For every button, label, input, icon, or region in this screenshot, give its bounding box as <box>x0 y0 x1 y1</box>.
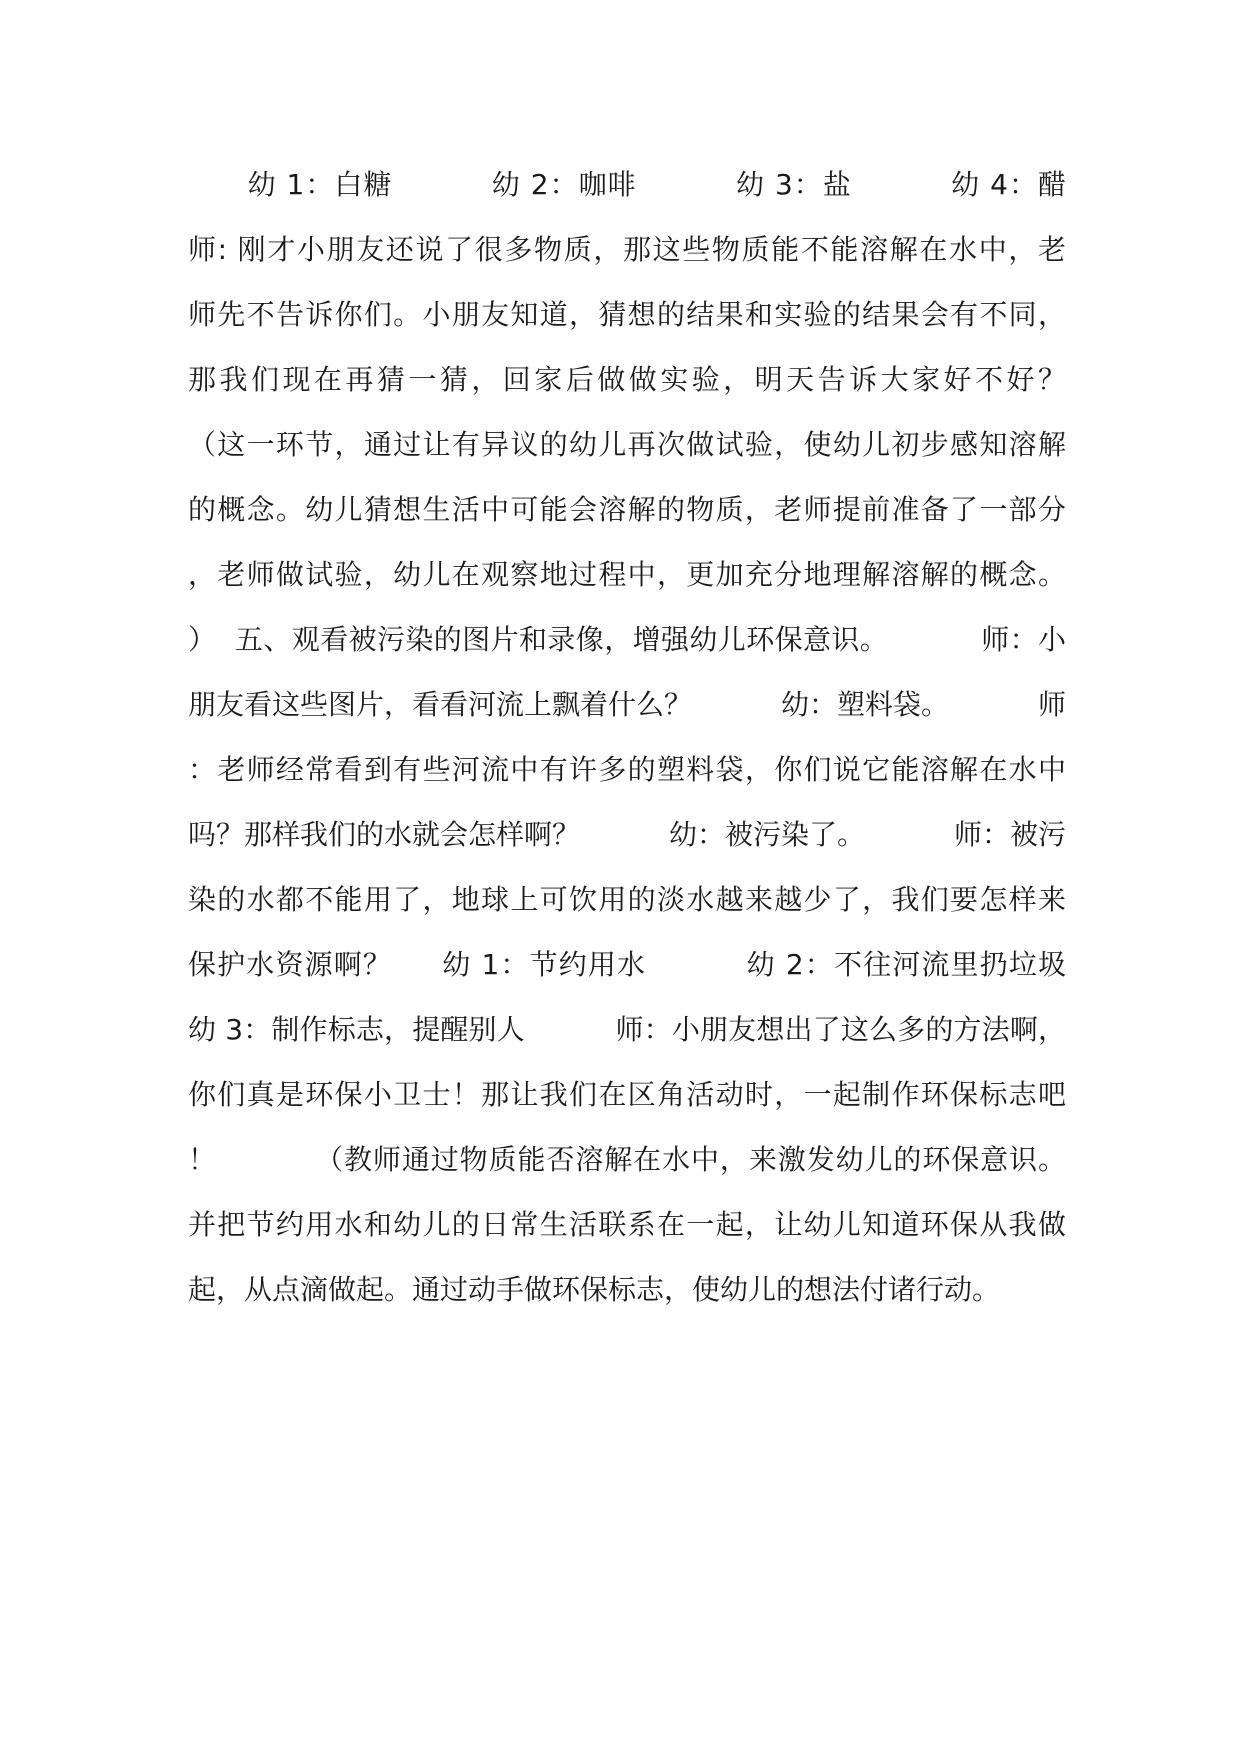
text-line: ！ （教师通过物质能否溶解在水中，来激发幼儿的环保意识。 <box>188 1143 1066 1176</box>
text-line: 朋友看这些图片，看看河流上飘着什么？ 幼：塑料袋。 师 <box>188 688 1066 721</box>
text-line: 染的水都不能用了，地球上可饮用的淡水越来越少了，我们要怎样来 <box>188 883 1066 916</box>
text-line: ：老师经常看到有些河流中有许多的塑料袋，你们说它能溶解在水中 <box>188 753 1066 786</box>
text-line: ） 五、观看被污染的图片和录像，增强幼儿环保意识。 师：小 <box>188 623 1066 656</box>
body-text <box>188 152 1066 1322</box>
text-line: 保护水资源啊？ 幼 1：节约用水 幼 2：不往河流里扔垃圾 <box>188 948 1066 981</box>
text-line: 幼 1：白糖 幼 2：咖啡 幼 3：盐 幼 4：醋 <box>188 168 1066 201</box>
text-line: 起，从点滴做起。通过动手做环保标志，使幼儿的想法付诸行动。 <box>188 1273 1001 1306</box>
text-line: 师先不告诉你们。小朋友知道，猜想的结果和实验的结果会有不同， <box>188 298 1066 331</box>
text-line: ，老师做试验，幼儿在观察地过程中，更加充分地理解溶解的概念。 <box>188 558 1066 591</box>
text-line: 的概念。幼儿猜想生活中可能会溶解的物质，老师提前准备了一部分 <box>188 493 1066 526</box>
text-line: 那我们现在再猜一猜，回家后做做实验，明天告诉大家好不好？ <box>188 363 1066 396</box>
text-line: 吗？那样我们的水就会怎样啊？ 幼：被污染了。 师：被污 <box>188 818 1066 851</box>
text-line: 幼 3：制作标志，提醒别人 师：小朋友想出了这么多的方法啊， <box>188 1013 1066 1046</box>
text-line: 你们真是环保小卫士！那让我们在区角活动时，一起制作环保标志吧 <box>188 1078 1066 1111</box>
text-line: 并把节约用水和幼儿的日常生活联系在一起，让幼儿知道环保从我做 <box>188 1208 1066 1241</box>
text-line: （这一环节，通过让有异议的幼儿再次做试验，使幼儿初步感知溶解 <box>188 428 1066 461</box>
text-line: 师: 刚才小朋友还说了很多物质，那这些物质能不能溶解在水中，老 <box>188 233 1066 266</box>
